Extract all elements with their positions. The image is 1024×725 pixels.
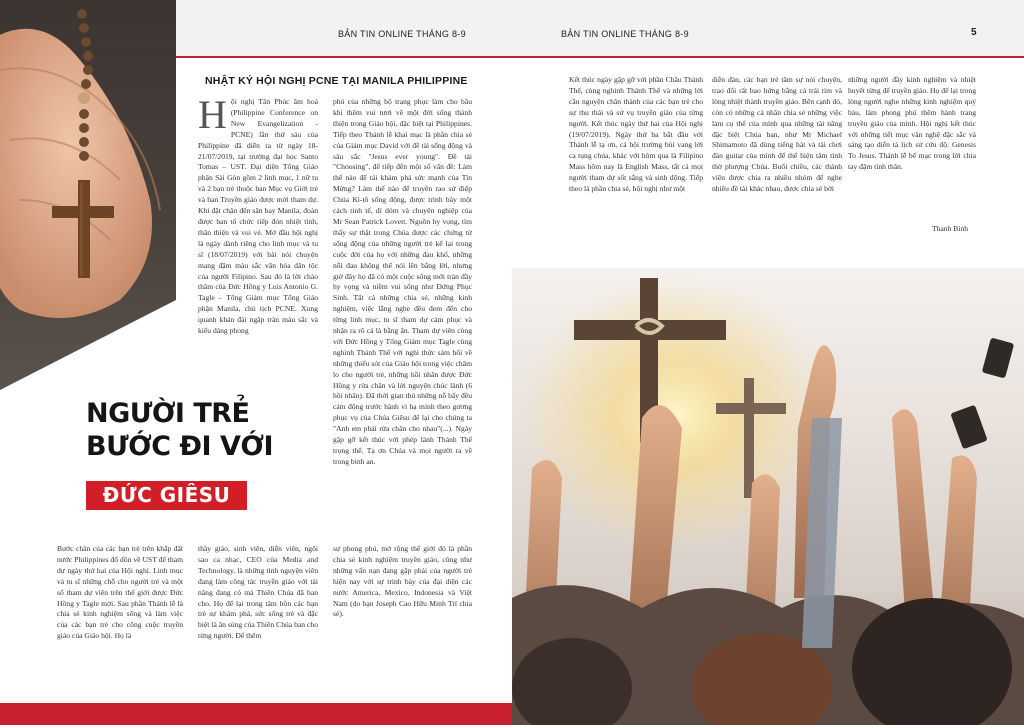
article-col1-text: ội nghị Tân Phúc âm hoá (Philippine Conference on New Evangelization - PCNE) lần thứ sáu của Philippine đã diễn ra từ ngày 18-21/07/2019, tại trường đại học Santo Tomas – UST. Đại diện Tổng Giáo phận Sài Gòn gồm 2 linh mục, 1 nữ tu và 2 bạn trẻ thuộc ban Mục vụ Giới trẻ và ban Truyền giáo được mời tham dự. Khi đặt chân đến sân bay Manila, đoàn được ban tổ chức tiếp đón nhiệt tình, thân thiện và vui vẻ. Mở đầu hội nghị là ngày dành riêng cho linh mục và tu sĩ (18/07/2019) với bài nói chuyện mang đậm màu sắc văn hóa dân tộc của người Filipino. Sau đó là lời chào thăm của Đức Hồng y Luis Antonio G. Tagle – Tổng Giám mục Tổng Giáo phận Manila, chủ tịch PCNE. Xung quanh khán đài ngập tràn màu sắc và kiểu dáng phong [198,97,318,336]
article-column-4 [198,544,318,664]
header-title-right: BẢN TIN ONLINE THÁNG 8-9 [561,29,689,39]
footer-bar [0,703,512,725]
article-title: NHẬT KÝ HỘI NGHỊ PCNE TẠI MANILA PHILIPPINE [205,75,468,87]
article-column-3 [57,544,183,664]
article-col4-text: thầy giáo, sinh viên, diễn viên, ngôi sao ca nhạc, CEO của Media and Technology, là những tình nguyện viên đang làm công tác truyền giáo với tài năng đang có mà Thiên Chúa đã ban cho. Họ để lại trong tâm hồn các bạn trẻ sự khám phá, sức sống trẻ và đặc biệt là ân sủng của Thiên Chúa ban cho từng người. Để thêm [198,544,318,641]
article-column-8 [848,75,976,225]
headline-line-1: NGƯỜI TRẺ [86,398,250,429]
article-column-2 [333,97,472,529]
right-page [512,0,1024,725]
feature-headline [86,397,273,463]
header-band [176,0,512,56]
header-title-left: BẢN TIN ONLINE THÁNG 8-9 [338,29,466,39]
headline-tag: ĐỨC GIÊSU [86,481,247,510]
diagonal-wedge [0,300,176,400]
page-number: 5 [971,27,977,38]
raised-hands-image [512,268,1024,725]
drop-cap: H [198,97,227,137]
header-rule [176,56,512,58]
article-column-7 [712,75,842,271]
article-column-5 [333,544,472,654]
headline-line-2: BƯỚC ĐI VỚI [86,431,274,462]
raised-hands-crosses-illustration [512,268,1024,725]
article-col2-text: phú của những bộ trang phục làm cho bầu khí thêm vui tươi về một đời sống thánh thiện trong Giáo hội, đặc biệt tại Philippines. Tiếp theo Thánh lễ khai mạc là phần chia sẻ của Giám mục David với đề tài sống động và sâu sắc "Jesus ever young". Đề tài "Choosing", để tiếp đến một số vấn đề: Làm thế nào để tái khám phá sức mạnh của Tin Mừng? Làm thế nào để truyền rao sứ điệp Chúa Ki-tô sống động, được trình bày một cách tinh tế, dí dỏm và chuyên nghiệp của Mr Sean Patrick Lovett. Nguồn hy vọng, tìm thấy sự thật trong Chúa được các chứng từ sống động của những người trẻ kể lại trong cuộc đời của họ với những đau khổ, những nỗi đau không thể nói lên bằng lời, nhưng giờ đây họ đã có một cuộc sống mới tràn đầy hy vọng và niềm vui sống như Đứng Phục Sinh. Tất cả những chia sẻ, những kinh nghiệm, việc lắng nghe đều đem đến cho từng linh mục, tu sĩ tham dự cảm phục và nhận ra rõ cả là bằng ân. Tham dự viên cùng với Đức Hồng y Tổng Giám mục Tagle cùng nghinh Thánh Thể với nghi thức sám hối về những thiếu sót của Giáo hội trong việc chăm lo cho người trẻ, những hồi nhân được Đức Hồng y rửa chân và lời nguyện chúc lành (6 hồi nhân). Đã thời gian thú những nỗ bấy đều cảm động trước hành vi hạ mình theo gương phục vụ của Chúa Giêsu để lại cho chúng ta "Anh em phải rửa chân cho nhau"(...). Ngày gặp gỡ kết thúc với phép lành Thánh Thể trọng thể. Tạ ơn Chúa và mọi người ra về trong bình an. [333,97,472,466]
article-col8-text: những người đầy kinh nghiệm và nhiệt huyết từng để truyền giáo. Họ để lại trong lòng người nghe những kinh nghiệm quý báu, làm phong phú thêm hành trang truyền giáo của mình. Hội nghị kết thúc với những tiết mục văn nghệ đặc sắc và sáng tạo diễn tả lịch sử cứu độ: Genesis To Jesus. Thánh lễ bế mạc trong lời chia tay đậm tình thân. [848,75,976,172]
article-column-6 [569,75,703,271]
article-col5-text: sự phong phú, mở rộng thế giới đó là phần chia sẻ kinh nghiệm truyền giáo, cũng như những vấn nạn đang gặp phải của người trẻ hiện nay với sự trình bày của đại diện các nước America, Mexico, Indonesia và Việt Nam (do bạn Joseph Cao Hữu Minh Trí chia sẻ). [333,544,472,619]
author-signature: Thanh Bình [932,224,969,233]
article-col7-text: diễn đàn, các bạn trẻ tâm sự nói chuyện, trao đổi rất bao hứng bằng cả trái tim và lòng nhiệt thành truyền giáo. Bên cạnh đó, còn có những cá nhân chia sẻ những việc làm cụ thể của mình qua những tài năng đặc biệt Chúa ban, như Mr Michael Shimamoto đã dùng tiếng hát và tài chơi đàn guitar của mình để thể hiện tâm tình thờ phượng Chúa. Buổi chiều, các thành viên được chia ra nhiều nhóm để nghe nhiều đề tài khác nhau, được chia sẻ bởi [712,75,842,194]
article-col3-text: Bước chân của các bạn trẻ trên khắp đất nước Philippines đổ dồn về UST để tham dự ngày thứ hai của Hội nghị. Linh mục và tu sĩ những chỗ cho người trẻ và một số tham dự viên trên thế giới được Đức Hồng y Tagle mời. Sau phần Thánh lễ là chia sẻ kinh nghiệm sống và làm việc của các bạn trẻ cho công cuộc truyền giáo của Giáo hội. Họ là [57,544,183,641]
article-col6-text: Kết thúc ngày gặp gỡ với phần Chầu Thánh Thể, cùng nghinh Thánh Thể và những lời cầu nguyện chân thành của các bạn trẻ cho sự thu thái và sứ vụ truyền giáo của từng người. Kết thúc ngày thứ hai của Hội nghị (19/07/2019). Ngày thứ ba bắt đầu với Thánh lễ tạ ơn, cả hội trường bùi vang lời ca tụng chúa, khác với hôm qua là Filipino Mass hôm nay là English Mass, tất cả mọi người tham dự sốt sắng và sinh động. Tiếp theo là phần chia sẻ, hội nghị như một [569,75,703,194]
header-rule-right [512,56,1024,58]
header-band-right [512,0,1024,56]
